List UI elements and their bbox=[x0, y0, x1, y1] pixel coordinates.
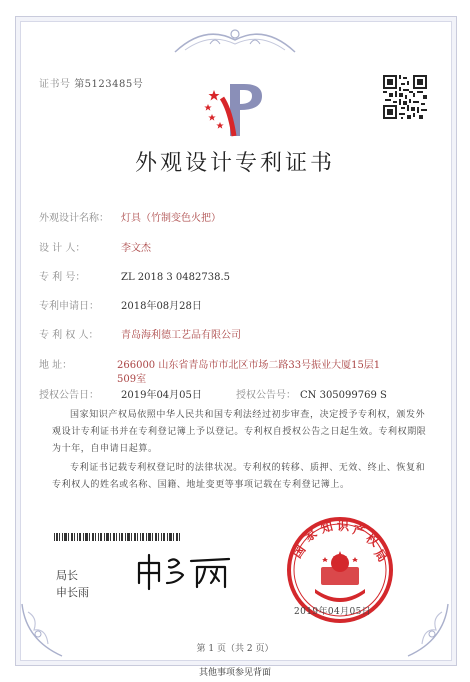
director-title: 局长 bbox=[56, 569, 78, 582]
field-value: ZL 2018 3 0482738.5 bbox=[121, 272, 231, 283]
footer-note: 其他事项参见背面 bbox=[198, 668, 271, 678]
field-label: 专 利 权 人： bbox=[39, 330, 99, 341]
svg-text:知: 知 bbox=[319, 519, 335, 536]
director-name: 申长雨 bbox=[56, 586, 89, 599]
field-label: 设 计 人： bbox=[39, 243, 86, 254]
field-design-name bbox=[39, 209, 221, 224]
top-ornament bbox=[170, 22, 300, 56]
field-patent-number bbox=[39, 268, 230, 283]
certificate-number-label: 证书号 bbox=[39, 79, 71, 90]
seal-date: 2019年04月05日 bbox=[294, 607, 372, 617]
field-label: 专利申请日： bbox=[39, 301, 99, 312]
certificate-number bbox=[39, 75, 143, 90]
paragraph-legal-status: 专利证书记载专利权登记时的法律状况。专利权的转移、质押、无效、终止、恢复和专利权人的姓名或名称、国籍、地址变更等事项记载在专利登记簿上。 bbox=[52, 463, 426, 490]
svg-text:国: 国 bbox=[289, 542, 309, 561]
svg-text:家: 家 bbox=[301, 526, 320, 545]
field-label: 专 利 号： bbox=[39, 272, 86, 283]
paragraph-grant: 国家知识产权局依照中华人民共和国专利法经过初步审查，决定授予专利权，颁发外观设计专利证书并在专利登记簿上予以登记。专利权自授权公告之日起生效。专利权期限为十年，自申请日起算。 bbox=[52, 410, 427, 454]
svg-text:权: 权 bbox=[363, 530, 382, 550]
field-value: 青岛海利德工艺品有限公司 bbox=[121, 330, 241, 341]
field-designer bbox=[39, 239, 151, 254]
certificate-number-value: 第5123485号 bbox=[74, 79, 144, 90]
director-signature-icon bbox=[133, 553, 238, 591]
field-patentee bbox=[39, 326, 241, 341]
field-grant-number bbox=[236, 386, 387, 401]
page-number: 第 1 页（共 2 页） bbox=[196, 644, 274, 654]
field-value: 2019年04月05日 bbox=[121, 390, 202, 401]
qr-code-icon bbox=[383, 75, 427, 119]
field-address bbox=[39, 356, 380, 371]
field-value: 李文杰 bbox=[121, 243, 151, 254]
svg-text:识: 识 bbox=[337, 519, 350, 533]
page-title: 外观设计专利证书 bbox=[134, 151, 335, 176]
field-value: 2018年08月28日 bbox=[121, 301, 202, 312]
field-address-line-2 bbox=[117, 370, 146, 385]
field-label: 外观设计名称： bbox=[39, 213, 109, 224]
field-label: 授权公告日： bbox=[39, 390, 99, 401]
field-label: 授权公告号： bbox=[236, 390, 296, 401]
field-value: CN 305099769 S bbox=[300, 390, 387, 401]
field-application-date bbox=[39, 297, 202, 312]
field-grant-date bbox=[39, 386, 202, 401]
svg-text:局: 局 bbox=[371, 546, 390, 565]
address-line-2: 509室 bbox=[117, 374, 147, 385]
field-label: 地 址： bbox=[39, 360, 73, 371]
address-line-1: 266000 山东省青岛市市北区市场二路33号振业大厦15层1 bbox=[117, 360, 381, 371]
svg-text:产: 产 bbox=[351, 522, 367, 540]
cnipa-logo-icon bbox=[200, 80, 274, 138]
field-value: 灯具（竹制变色火把） bbox=[121, 213, 221, 224]
barcode-icon bbox=[54, 533, 180, 541]
